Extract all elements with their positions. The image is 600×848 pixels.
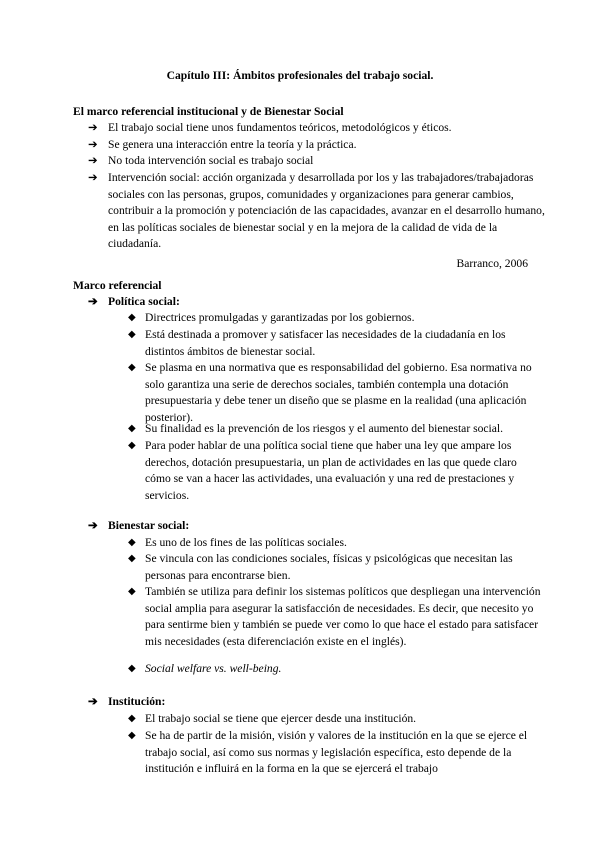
diamond-bullet-icon: ◆ [128,730,136,741]
list-item: ➔ No toda intervención social es trabajo social [88,153,548,170]
list-item: ◆ El trabajo social se tiene que ejercer desde una institución. [128,711,545,728]
arrow-bullet-icon: ➔ [88,519,98,532]
arrow-bullet-icon: ➔ [88,695,98,708]
list-item: ◆ Para poder hablar de una política social tiene que haber una ley que ampare los derechos, dotación presupuestaria, un plan de actividades en las que quede claro cómo se van a hacer las actividades, una evaluación y una red de prestaciones y servicios. [128,439,517,502]
arrow-bullet-icon: ➔ [88,154,98,167]
arrow-bullet-icon: ➔ [88,121,98,134]
section-heading-marco-referencial: Marco referencial [73,279,162,292]
diamond-bullet-icon: ◆ [128,586,136,597]
diamond-bullet-icon: ◆ [128,312,136,323]
subsection-politica-social: ➔ Política social: [88,294,548,311]
list-item: ➔ Intervención social: acción organizada y desarrollada por los y las trabajadores/trabajadoras sociales con las personas, grupos, comunidades y organizaciones para generar cambios, contribuir a la promoción y potenciación de las capacidades, avanzar en el desarrollo humano, en las políticas sociales de bienestar social y en la mejora de la calidad de vida de la ciudadanía. [88,171,545,251]
list-item: ◆ Directrices promulgadas y garantizadas por los gobiernos. [128,310,545,327]
list-item: ◆ Se vincula con las condiciones sociales, físicas y psicológicas que necesitan las personas para encontrarse bien. [128,552,513,582]
diamond-bullet-icon: ◆ [128,362,136,373]
diamond-bullet-icon: ◆ [128,537,136,548]
diamond-bullet-icon: ◆ [128,553,136,564]
section-heading-marco-institucional: El marco referencial institucional y de Bienestar Social [73,105,344,118]
list-item: ◆ Se plasma en una normativa que es responsabilidad del gobierno. Esa normativa no solo garantiza una serie de derechos sociales, también contempla una dotación presupuestaria y debe tener un diseño que se plasme en la realidad (una aplicación posterior). [128,361,532,424]
list-item: ◆ También se utiliza para definir los sistemas políticos que despliegan una intervención social amplia para asegurar la satisfacción de necesidades. Es decir, que necesito yo para sentirme bien y también se puede ver como lo que hace el estado para satisfacer mis necesidades (esta diferenciación existe en el inglés). [128,585,541,648]
list-item: ◆ Se ha de partir de la misión, visión y valores de la institución en la que se ejerce el trabajo social, así como sus normas y legislación específica, esto depende de la institución e influirá en la forma en la que se ejercerá el trabajo [128,729,528,776]
chapter-title: Capítulo III: Ámbitos profesionales del trabajo social. [166,69,434,82]
list-item: ➔ El trabajo social tiene unos fundamentos teóricos, metodológicos y éticos. [88,120,548,137]
arrow-bullet-icon: ➔ [88,138,98,151]
diamond-bullet-icon: ◆ [128,440,136,451]
diamond-bullet-icon: ◆ [128,713,136,724]
list-item: ➔ Se genera una interacción entre la teoría y la práctica. [88,137,548,154]
list-item: ◆ Social welfare vs. well-being. [128,661,545,678]
diamond-bullet-icon: ◆ [128,329,136,340]
arrow-bullet-icon: ➔ [88,171,98,184]
arrow-bullet-icon: ➔ [88,295,98,308]
list-item: ◆ Es uno de los fines de las políticas sociales. [128,535,545,552]
subsection-bienestar-social: ➔ Bienestar social: [88,518,548,535]
diamond-bullet-icon: ◆ [128,423,136,434]
diamond-bullet-icon: ◆ [128,663,136,674]
subsection-institucion: ➔ Institución: [88,694,548,711]
citation: Barranco, 2006 [456,257,528,270]
list-item: ◆ Está destinada a promover y satisfacer las necesidades de la ciudadanía en los distintos ámbitos de bienestar social. [128,328,506,358]
list-item: ◆ Su finalidad es la prevención de los riesgos y el aumento del bienestar social. [128,421,545,438]
